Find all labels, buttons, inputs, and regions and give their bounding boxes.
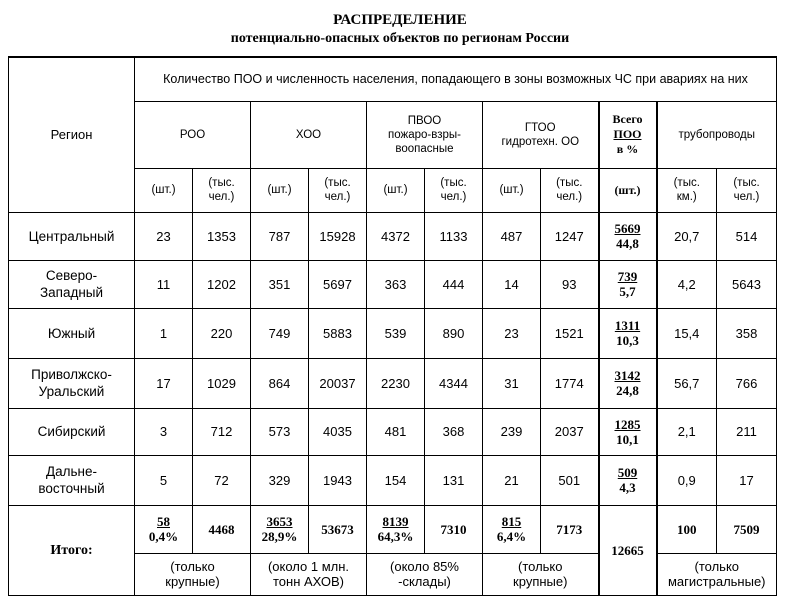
gtoo-header: ГТОО гидротехн. ОО: [483, 101, 599, 168]
cell: 17: [717, 455, 777, 505]
total-pipe-people: 7509: [717, 505, 777, 553]
unit-sht: (шт.): [367, 168, 425, 212]
cell: 20,7: [657, 212, 717, 260]
cell: 1029: [193, 358, 251, 408]
region-name: Южный: [9, 308, 135, 358]
cell: 787: [251, 212, 309, 260]
cell: 487: [483, 212, 541, 260]
cell: 749: [251, 308, 309, 358]
unit-sht: (шт.): [483, 168, 541, 212]
unit-sht: (шт.): [135, 168, 193, 212]
table-row: [9, 408, 777, 455]
total-hoo-count: 3653 28,9%: [251, 505, 309, 553]
total-pvoo-people: 7310: [425, 505, 483, 553]
cell: 351: [251, 260, 309, 308]
total-all: 12665: [599, 505, 657, 595]
cell: 93: [541, 260, 599, 308]
total-gtoo-count: 815 6,4%: [483, 505, 541, 553]
cell: 11: [135, 260, 193, 308]
cell: 1353: [193, 212, 251, 260]
region-header: Регион: [9, 57, 135, 212]
region-name: Северо- Западный: [9, 260, 135, 308]
document-title: [0, 10, 800, 48]
cell: 358: [717, 308, 777, 358]
unit-tys: (тыс. чел.): [425, 168, 483, 212]
cell: 1774: [541, 358, 599, 408]
cell: 2,1: [657, 408, 717, 455]
cell: 5: [135, 455, 193, 505]
cell: 712: [193, 408, 251, 455]
cell: 239: [483, 408, 541, 455]
total-roo-people: 4468: [193, 505, 251, 553]
pvoo-header: ПВОО пожаро-взры- воопасные: [367, 101, 483, 168]
unit-sht-total: (шт.): [599, 168, 657, 212]
cell: 23: [483, 308, 541, 358]
cell: 368: [425, 408, 483, 455]
cell: 1247: [541, 212, 599, 260]
cell: 1202: [193, 260, 251, 308]
total-cell: 5669 44,8: [599, 212, 657, 260]
cell: 15,4: [657, 308, 717, 358]
cell: 154: [367, 455, 425, 505]
cell: 5697: [309, 260, 367, 308]
header-row-1: [9, 57, 777, 101]
total-label: Итого:: [9, 505, 135, 595]
cell: 573: [251, 408, 309, 455]
cell: 4,2: [657, 260, 717, 308]
cell: 1: [135, 308, 193, 358]
cell: 1943: [309, 455, 367, 505]
cell: 539: [367, 308, 425, 358]
table-row: [9, 308, 777, 358]
cell: 766: [717, 358, 777, 408]
note-pvoo: (около 85% -склады): [367, 553, 483, 595]
cell: 31: [483, 358, 541, 408]
total-pvoo-count: 8139 64,3%: [367, 505, 425, 553]
pipes-header: трубопроводы: [657, 101, 777, 168]
cell: 3: [135, 408, 193, 455]
total-gtoo-people: 7173: [541, 505, 599, 553]
region-name: Сибирский: [9, 408, 135, 455]
total-pipe-km: 100: [657, 505, 717, 553]
note-roo: (только крупные): [135, 553, 251, 595]
cell: 1521: [541, 308, 599, 358]
cell: 72: [193, 455, 251, 505]
distribution-table: [8, 56, 777, 596]
note-hoo: (около 1 млн. тонн АХОВ): [251, 553, 367, 595]
total-cell: 3142 24,8: [599, 358, 657, 408]
total-cell: 739 5,7: [599, 260, 657, 308]
unit-tys: (тыс. чел.): [309, 168, 367, 212]
table-row: [9, 455, 777, 505]
table-row: [9, 212, 777, 260]
cell: 20037: [309, 358, 367, 408]
cell: 864: [251, 358, 309, 408]
cell: 890: [425, 308, 483, 358]
cell: 4035: [309, 408, 367, 455]
table-row: [9, 358, 777, 408]
title-main: РАСПРЕДЕЛЕНИЕ: [333, 12, 467, 28]
cell: 5883: [309, 308, 367, 358]
cell: 21: [483, 455, 541, 505]
cell: 15928: [309, 212, 367, 260]
roo-header: РОО: [135, 101, 251, 168]
cell: 514: [717, 212, 777, 260]
total-row: [9, 505, 777, 553]
region-name: Приволжско- Уральский: [9, 358, 135, 408]
region-name: Дальне- восточный: [9, 455, 135, 505]
unit-tys: (тыс. чел.): [541, 168, 599, 212]
cell: 17: [135, 358, 193, 408]
cell: 5643: [717, 260, 777, 308]
cell: 329: [251, 455, 309, 505]
cell: 1133: [425, 212, 483, 260]
cell: 2230: [367, 358, 425, 408]
cell: 56,7: [657, 358, 717, 408]
cell: 444: [425, 260, 483, 308]
cell: 23: [135, 212, 193, 260]
hoo-header: ХОО: [251, 101, 367, 168]
cell: 501: [541, 455, 599, 505]
total-cell: 1311 10,3: [599, 308, 657, 358]
unit-tys: (тыс. чел.): [717, 168, 777, 212]
cell: 363: [367, 260, 425, 308]
cell: 2037: [541, 408, 599, 455]
cell: 0,9: [657, 455, 717, 505]
note-gtoo: (только крупные): [483, 553, 599, 595]
unit-tys: (тыс. чел.): [193, 168, 251, 212]
total-hoo-people: 53673: [309, 505, 367, 553]
note-pipes: (только магистральные): [657, 553, 777, 595]
table-row: [9, 260, 777, 308]
cell: 4372: [367, 212, 425, 260]
unit-sht: (шт.): [251, 168, 309, 212]
total-cell: 509 4,3: [599, 455, 657, 505]
unit-km: (тыс. км.): [657, 168, 717, 212]
cell: 481: [367, 408, 425, 455]
region-name: Центральный: [9, 212, 135, 260]
cell: 14: [483, 260, 541, 308]
total-header: Всего ПОО в %: [599, 101, 657, 168]
total-roo-count: 58 0,4%: [135, 505, 193, 553]
title-sub: потенциально-опасных объектов по регионам России: [230, 31, 570, 46]
cell: 211: [717, 408, 777, 455]
total-cell: 1285 10,1: [599, 408, 657, 455]
span-caption: Количество ПОО и численность населения, попадающего в зоны возможных ЧС при авариях на них: [135, 57, 777, 101]
cell: 131: [425, 455, 483, 505]
cell: 220: [193, 308, 251, 358]
cell: 4344: [425, 358, 483, 408]
